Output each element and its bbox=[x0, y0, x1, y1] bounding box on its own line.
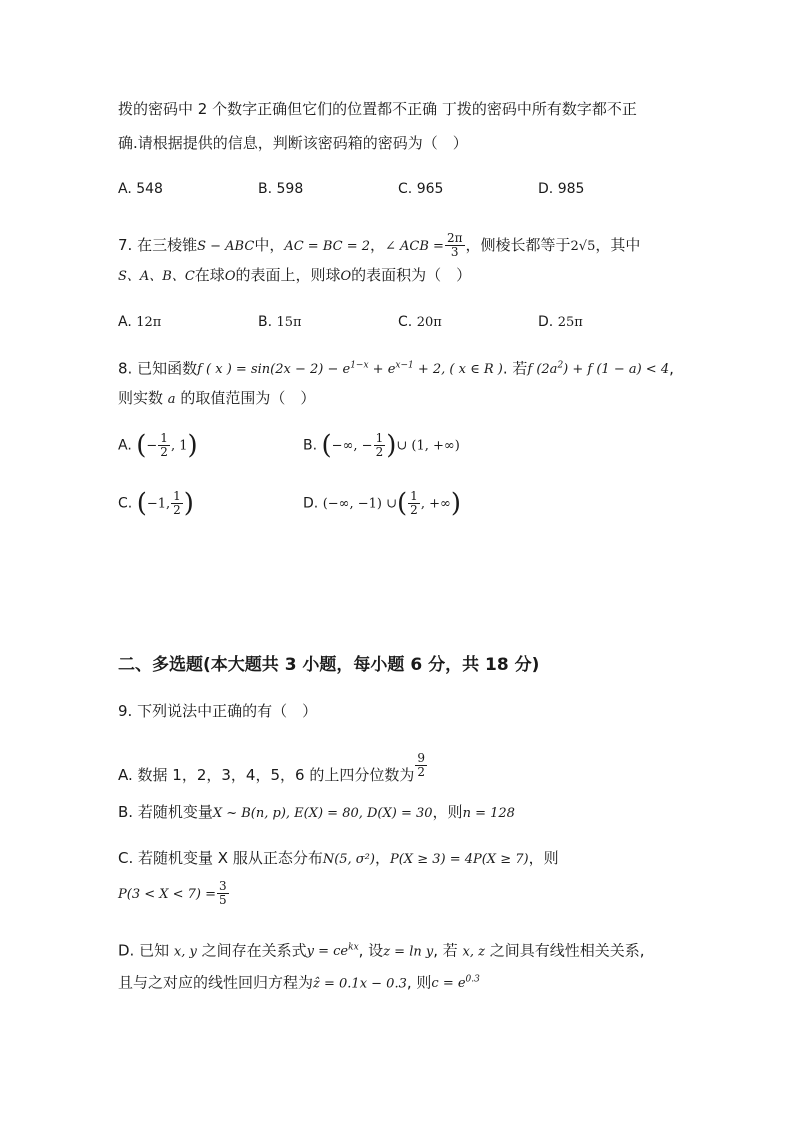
fraction: $\frac{1}{2}$ bbox=[410, 489, 418, 517]
q6-stem-line1: 拨的密码中 2 个数字正确但它们的位置都不正确 丁拨的密码中所有数字都不正 bbox=[118, 100, 637, 118]
fraction: $\frac{1}{2}$ bbox=[375, 431, 384, 459]
fraction: $\frac{1}{2}$ bbox=[160, 431, 168, 459]
q7-option-b[interactable]: B. 15π bbox=[258, 314, 302, 330]
q6-stem-line2: 确.请根据提供的信息，判断该密码箱的密码为（ ） bbox=[118, 134, 468, 152]
q7-option-a[interactable]: A. 12π bbox=[118, 314, 162, 330]
question-number: 8. bbox=[118, 359, 133, 378]
fraction: $\frac{2\pi}{3}$ bbox=[446, 231, 463, 259]
question-number: 7. bbox=[118, 236, 133, 254]
q6-option-a[interactable]: A. 548 bbox=[118, 181, 163, 197]
q8-option-d[interactable]: D. (−∞, −1) ∪( $\frac{1}{2}$ , +∞) bbox=[303, 488, 461, 519]
q8-stem-line1: 8. 已知函数f ( x ) = $\sin(2x - 2) - e^{1-x} + e^{x-1} + 2$, ( x ∈ R ). 若f $(2a^2) + f$ (1 − a) < 4, bbox=[118, 359, 674, 378]
q9-option-d-line1[interactable]: D. 已知 x, y 之间存在关系式$y = ce^{kx}$, 设z = ln y, 若 x, z 之间具有线性相关关系, bbox=[118, 941, 645, 960]
q7-stem-line1: 7. 在三棱锥S − ABC中，AC = BC = 2，∠ ACB = $\frac{2\pi}{3}$ ，侧棱长都等于2√5，其中 bbox=[118, 231, 641, 259]
q7-option-d[interactable]: D. 25π bbox=[538, 314, 583, 330]
q8-option-a[interactable]: A. (− $\frac{1}{2}$ , 1) bbox=[118, 430, 198, 461]
q8-option-c[interactable]: C. (−1, $\frac{1}{2}$ ) bbox=[118, 488, 194, 519]
q9-option-d-line2: 且与之对应的线性回归方程为ẑ = 0.1x − 0.3, 则$c = e^{0.3}$ bbox=[118, 973, 480, 992]
q8-option-b[interactable]: B. (−∞, − $\frac{1}{2}$ )∪ (1, +∞) bbox=[303, 430, 460, 461]
q9-option-b[interactable]: B. 若随机变量X ~ B(n, p), E(X) = 80, D(X) = 30，则n = 128 bbox=[118, 803, 515, 821]
section-title: 二、多选题(本大题共 3 小题，每小题 6 分，共 18 分) bbox=[118, 655, 540, 675]
q9-stem: 9. 下列说法中正确的有（ ） bbox=[118, 702, 318, 720]
q6-option-b[interactable]: B. 598 bbox=[258, 181, 304, 197]
fraction: $\frac{3}{5}$ bbox=[219, 879, 227, 907]
q9-option-c-line1[interactable]: C. 若随机变量 X 服从正态分布N(5, σ²)，P(X ≥ 3) = 4P(X ≥ 7)，则 bbox=[118, 849, 559, 867]
fraction: $\frac{1}{2}$ bbox=[173, 489, 181, 517]
q6-option-d[interactable]: D. 985 bbox=[538, 181, 585, 197]
q7-stem-line2: S、A、B、C在球O的表面上，则球O的表面积为（ ） bbox=[118, 266, 472, 284]
q9-option-c-line2: P(3 < X < 7) = $\frac{3}{5}$ bbox=[118, 879, 227, 907]
q9-option-a[interactable]: A. 数据 1，2，3，4，5，6 的上四分位数为 $\frac{9}{2}$ bbox=[118, 751, 425, 784]
q8-stem-line2: 则实数 a 的取值范围为（ ） bbox=[118, 389, 316, 407]
q6-option-c[interactable]: C. 965 bbox=[398, 181, 444, 197]
q7-option-c[interactable]: C. 20π bbox=[398, 314, 442, 330]
fraction: $\frac{9}{2}$ bbox=[417, 751, 425, 779]
